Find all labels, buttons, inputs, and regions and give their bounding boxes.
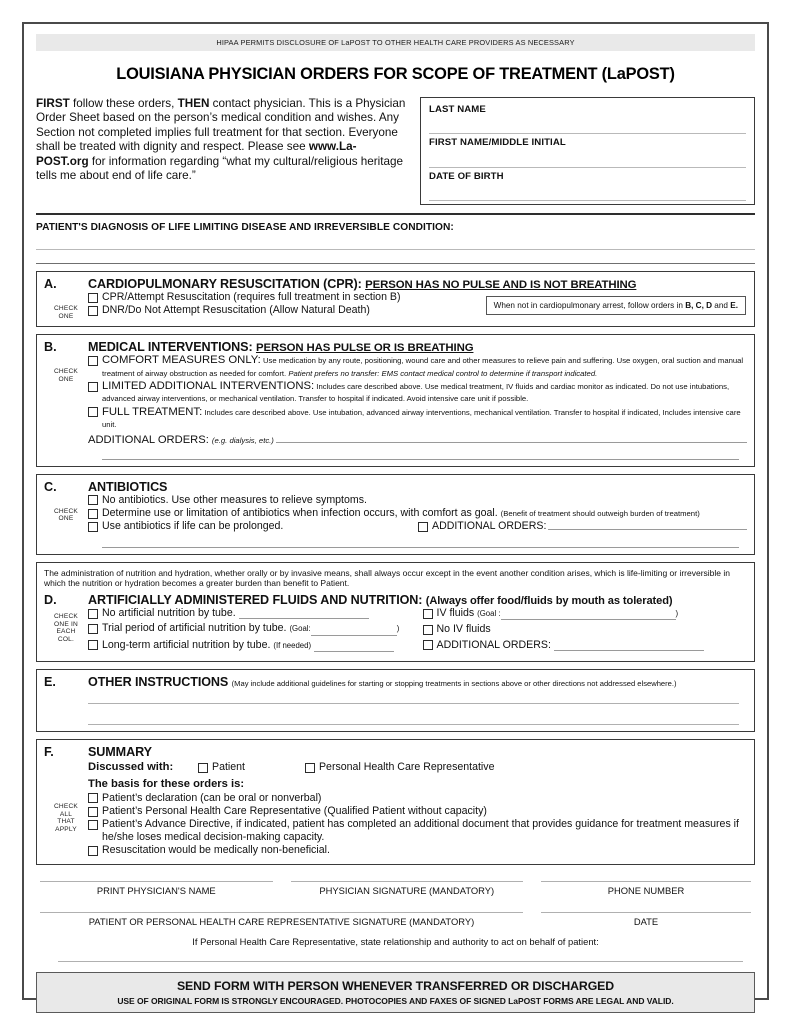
section-b-header (44, 340, 747, 354)
last-name-label: LAST NAME (429, 104, 486, 115)
section-f-letter: F. (44, 745, 54, 760)
checkbox-icon[interactable] (88, 793, 98, 803)
option-label: IV fluids (Goal : ) (436, 607, 679, 620)
signature-rule[interactable] (40, 912, 523, 913)
option-label (437, 639, 704, 651)
option-input[interactable] (554, 641, 704, 651)
option-d-additional-orders[interactable] (423, 639, 748, 651)
additional-orders-input[interactable] (276, 433, 747, 443)
option-label: Patient’s declaration (can be oral or nonverbal) (102, 791, 322, 804)
diagnosis-line-2[interactable] (36, 263, 755, 264)
option-main-text: Determine use or limitation of antibiotics when infection occurs, with comfort as goal. (102, 507, 498, 520)
lapost-website-link[interactable]: www.La-POST.org (36, 140, 357, 168)
section-a (36, 271, 755, 327)
section-c-additional-orders[interactable] (418, 520, 747, 532)
section-d (36, 562, 755, 662)
section-e-lines (44, 703, 747, 725)
section-a-title-text: CARDIOPULMONARY RESUSCITATION (CPR): (88, 277, 362, 291)
checkbox-icon[interactable] (88, 609, 98, 619)
section-f (36, 739, 755, 864)
phone-number-cell[interactable] (541, 881, 751, 896)
header-row (36, 97, 755, 205)
section-e-hint: (May include additional guidelines for starting or stopping treatments in sections above or other directions not addressed elsewhere.) (231, 679, 677, 689)
option-discussed-representative[interactable] (305, 761, 494, 773)
section-a-note (486, 296, 746, 315)
checkbox-icon[interactable] (88, 306, 98, 316)
section-f-header (44, 745, 747, 759)
signature-row-2 (40, 912, 751, 927)
discussed-with-label: Discussed with: (88, 761, 174, 774)
checkbox-icon[interactable] (88, 522, 98, 532)
last-name-rule (429, 133, 746, 134)
option-comfort-measures[interactable] (88, 354, 747, 379)
option-fine-print: (If needed) (273, 640, 312, 650)
note-bold2: E. (730, 301, 738, 310)
option-basis-advance-directive[interactable] (88, 818, 747, 843)
signature-rule[interactable] (291, 881, 524, 882)
intro-part3: for information regarding “what my cultural/religious heritage tells me about end of life care.” (36, 154, 404, 183)
section-d-body (44, 607, 747, 655)
section-a-letter: A. (44, 277, 57, 291)
section-f-content (88, 759, 747, 857)
nutrition-preamble: The administration of nutrition and hydration, whether orally or by invasive means, shall always occur except in the event another condition arises, which is life-limiting or irreversible in which the nutrition or hydration becomes a greater burden than benefit to Patient. (44, 567, 730, 589)
option-main-text: IV fluids (436, 607, 475, 620)
last-name-field[interactable] (429, 104, 746, 137)
option-basis-representative[interactable] (88, 805, 747, 817)
section-c (36, 474, 755, 555)
section-b-check-one-label: CHECK ONE (53, 368, 79, 383)
phone-number-label: PHONE NUMBER (607, 884, 685, 896)
checkbox-icon[interactable] (418, 522, 428, 532)
option-label (102, 406, 747, 431)
discussed-with-row (88, 761, 747, 774)
option-no-antibiotics[interactable] (88, 494, 747, 506)
option-input[interactable] (501, 610, 676, 620)
section-f-title: SUMMARY (88, 745, 152, 760)
intro-then-word: THEN (177, 97, 210, 110)
note-prefix: When not in cardiopulmonary arrest, follow orders in (493, 301, 686, 310)
checkbox-icon[interactable] (88, 495, 98, 505)
option-basis-declaration[interactable] (88, 792, 747, 804)
section-a-title (88, 277, 636, 291)
intro-paragraph (36, 97, 408, 183)
section-d-columns (88, 607, 747, 655)
option-detail: Use medication by any route, positioning, wound care and other measures to relieve pain and suffering. Use oxygen, oral suction and manual treatment of airway obstruction as needed for comfort. (102, 356, 744, 378)
section-b-extra-line[interactable] (102, 459, 739, 460)
option-limited-interventions[interactable] (88, 380, 747, 405)
patient-signature-label: PATIENT OR PERSONAL HEALTH CARE REPRESENTATIVE SIGNATURE (MANDATORY) (88, 915, 475, 927)
section-b-letter: B. (44, 340, 57, 355)
signature-area (36, 881, 755, 962)
section-f-check-label: CHECK ALL THAT APPLY (53, 803, 79, 834)
option-basis-non-beneficial[interactable] (88, 844, 747, 856)
additional-orders-hint: (e.g. dialysis, etc.) (211, 435, 274, 445)
section-a-header (44, 277, 747, 291)
option-determine-use[interactable] (88, 507, 747, 519)
header-divider (36, 213, 755, 215)
additional-orders-text: ADDITIONAL ORDERS: (88, 433, 209, 446)
section-d-right-column (423, 607, 748, 655)
option-label: Resuscitation would be medically non-beneficial. (102, 844, 330, 857)
option-fine-print: (Benefit of treatment should outweigh burden of treatment) (500, 509, 700, 519)
date-of-birth-rule (429, 200, 746, 201)
additional-orders-label (88, 434, 274, 446)
option-detail: Includes care described above. Use intubation, advanced airway interventions, mechanical ventilation. Transfer to hospital if indicated, Includes intensive care unit. (102, 407, 741, 430)
section-b-options (88, 354, 747, 459)
checkbox-icon[interactable] (88, 820, 98, 830)
section-e-title (88, 675, 677, 689)
checkbox-icon[interactable] (88, 407, 98, 417)
option-no-iv-fluids[interactable] (423, 623, 748, 635)
footer-line-1: SEND FORM WITH PERSON WHENEVER TRANSFERRED OR DISCHARGED (176, 978, 615, 993)
option-main-text: No artificial nutrition by tube. (102, 607, 236, 620)
option-input[interactable] (314, 642, 394, 652)
section-d-title-text: ARTIFICIALLY ADMINISTERED FLUIDS AND NUTRITION: (88, 593, 423, 608)
relationship-input-line[interactable] (58, 961, 743, 962)
option-label: Use antibiotics if life can be prolonged. (102, 520, 284, 533)
option-label: Patient’s Personal Health Care Representative (Qualified Patient without capacity) (102, 805, 487, 818)
checkbox-icon[interactable] (88, 807, 98, 817)
intro-part2: contact physician. This is a Physician Order Sheet based on the person’s medical condition and wishes. Any Section not completed implies full treatment for that section. Everyone shall be treated with dignity and respect. Please see (36, 97, 406, 154)
physician-signature-label: PHYSICIAN SIGNATURE (MANDATORY) (319, 884, 495, 896)
option-label: CPR/Attempt Resuscitation (requires full treatment in section B) (102, 291, 401, 303)
option-trial-period-nutrition[interactable] (88, 622, 413, 635)
print-physician-name-label: PRINT PHYSICIAN'S NAME (96, 884, 216, 896)
section-c-check-one-label: CHECK ONE (53, 507, 79, 523)
section-b-title-text: MEDICAL INTERVENTIONS: (88, 340, 253, 355)
option-main-text: Long-term artificial nutrition by tube. (102, 638, 271, 651)
section-a-subtitle: PERSON HAS NO PULSE AND IS NOT BREATHING (365, 279, 637, 291)
section-c-header (44, 480, 747, 494)
physician-signature-cell[interactable] (291, 881, 524, 896)
checkbox-icon[interactable] (88, 509, 98, 519)
option-input[interactable] (311, 626, 397, 636)
intro-first-word: FIRST (36, 97, 70, 110)
section-a-check-one-label: CHECK ONE (53, 305, 79, 320)
checkbox-icon[interactable] (423, 609, 433, 619)
note-suffix: and (712, 301, 731, 310)
checkbox-icon[interactable] (88, 293, 98, 303)
first-name-field[interactable] (429, 137, 746, 170)
checkbox-icon[interactable] (88, 382, 98, 392)
print-physician-name-cell[interactable] (40, 881, 273, 896)
section-b (36, 334, 755, 466)
option-full-treatment[interactable] (88, 406, 747, 431)
signature-row-1 (40, 881, 751, 896)
date-of-birth-label: DATE OF BIRTH (429, 170, 504, 182)
other-instructions-line-2[interactable] (88, 724, 739, 725)
option-italic: Patient prefers no transfer: EMS contact medical control to determine if transport indicated. (288, 368, 598, 378)
section-d-check-label: CHECK ONE IN EACH COL. (53, 613, 79, 643)
section-e-letter: E. (44, 675, 56, 690)
additional-orders-input[interactable] (548, 520, 747, 530)
option-main-text: ADDITIONAL ORDERS: (436, 638, 551, 651)
checkbox-icon[interactable] (305, 763, 315, 773)
option-no-artificial-nutrition[interactable] (88, 607, 413, 619)
footer-banner (36, 972, 755, 1013)
checkbox-icon[interactable] (88, 624, 98, 634)
section-c-letter: C. (44, 479, 57, 494)
section-e (36, 669, 755, 732)
page-title: LOUISIANA PHYSICIAN ORDERS FOR SCOPE OF TREATMENT (LaPOST) (116, 65, 675, 83)
option-longterm-nutrition[interactable] (88, 639, 413, 652)
patient-signature-cell[interactable] (40, 912, 523, 927)
option-detail: Includes care described above. Use medical treatment, IV fluids and cardiac monitor as indicated. Do not use intubations, advanced airway interventions, or mechanical ventilation. Transfer to hospital if indicated. Avoid intensive care unit if possible. (102, 382, 730, 404)
option-label (102, 507, 700, 519)
option-main-text: Trial period of artificial nutrition by tube. (102, 622, 287, 635)
date-cell[interactable] (541, 912, 751, 927)
section-d-left-column (88, 607, 413, 655)
section-d-title (88, 593, 672, 607)
option-lead: FULL TREATMENT: (102, 405, 203, 418)
note-bold: B, C, D (685, 301, 713, 310)
option-fine-print: (Goal: (289, 624, 311, 634)
section-c-left (88, 520, 418, 533)
footer-line-2: USE OF ORIGINAL FORM IS STRONGLY ENCOURAGED. PHOTOCOPIES AND FAXES OF SIGNED LaPOST FORMS ARE LEGAL AND VALID. (117, 995, 674, 1006)
checkbox-icon[interactable] (423, 625, 433, 635)
basis-label: The basis for these orders is: (88, 777, 245, 790)
section-d-header (44, 593, 747, 607)
diagnosis-label: PATIENT'S DIAGNOSIS OF LIFE LIMITING DISEASE AND IRREVERSIBLE CONDITION: (36, 222, 454, 233)
patient-info-box (420, 97, 755, 205)
option-lead: COMFORT MEASURES ONLY: (102, 354, 261, 367)
option-discussed-patient[interactable] (198, 761, 245, 773)
section-f-body (44, 759, 747, 857)
signature-rule[interactable] (541, 881, 751, 882)
option-label (102, 639, 394, 652)
checkbox-icon[interactable] (423, 640, 433, 650)
section-b-body (44, 354, 747, 459)
form-sheet (22, 22, 769, 1006)
section-e-title-text: OTHER INSTRUCTIONS (88, 675, 229, 690)
first-name-label: FIRST NAME/MIDDLE INITIAL (429, 137, 566, 149)
section-d-letter: D. (44, 593, 57, 608)
section-d-subtitle: (Always offer food/fluids by mouth as tolerated) (425, 595, 673, 608)
section-b-additional-orders[interactable] (88, 433, 747, 446)
option-label: Personal Health Care Representative (318, 761, 495, 774)
checkbox-icon[interactable] (88, 846, 98, 856)
signature-rule[interactable] (40, 881, 273, 882)
section-c-body (44, 494, 747, 548)
first-name-rule (429, 167, 746, 168)
option-lead: LIMITED ADDITIONAL INTERVENTIONS: (102, 380, 315, 392)
option-label: DNR/Do Not Attempt Resuscitation (Allow Natural Death) (102, 304, 370, 317)
section-c-options (88, 494, 747, 548)
option-fine-print: (Goal : (477, 609, 501, 619)
option-use-antibiotics[interactable] (88, 520, 418, 532)
section-b-subtitle: PERSON HAS PULSE OR IS BREATHING (255, 342, 474, 355)
intro-part1: follow these orders, (69, 97, 178, 110)
hipaa-banner: HIPAA PERMITS DISCLOSURE OF LaPOST TO OTHER HEALTH CARE PROVIDERS AS NECESSARY (36, 34, 755, 51)
option-label: No IV fluids (436, 623, 491, 636)
checkbox-icon[interactable] (198, 763, 208, 773)
option-label: Trial period of artificial nutrition by tube. (Goal: ) (102, 622, 400, 635)
section-e-header (44, 675, 747, 689)
section-b-title (88, 340, 473, 354)
signature-rule[interactable] (541, 912, 751, 913)
date-of-birth-field[interactable] (429, 171, 746, 204)
section-c-extra-line[interactable] (102, 547, 739, 548)
option-label: Patient (212, 761, 245, 774)
checkbox-icon[interactable] (88, 356, 98, 366)
option-iv-fluids[interactable] (423, 607, 748, 620)
option-label (102, 380, 747, 405)
checkbox-icon[interactable] (88, 640, 98, 650)
additional-orders-label: ADDITIONAL ORDERS: (432, 520, 547, 533)
diagnosis-line-1[interactable] (36, 249, 755, 250)
option-input[interactable] (239, 609, 369, 619)
option-label: No antibiotics. Use other measures to relieve symptoms. (102, 493, 367, 506)
option-label (102, 354, 747, 379)
option-label: Patient’s Advance Directive, if indicated, patient has completed an additional document that provides guidance for treatment measures if he/she loses medical decision-making capacity. (102, 818, 739, 843)
option-label (102, 607, 369, 619)
date-label: DATE (633, 915, 659, 927)
section-c-title: ANTIBIOTICS (88, 479, 168, 494)
section-c-last-row (88, 520, 747, 533)
relationship-note: If Personal Health Care Representative, state relationship and authority to act on behalf of patient: (192, 935, 599, 947)
other-instructions-line-1[interactable] (88, 703, 739, 704)
